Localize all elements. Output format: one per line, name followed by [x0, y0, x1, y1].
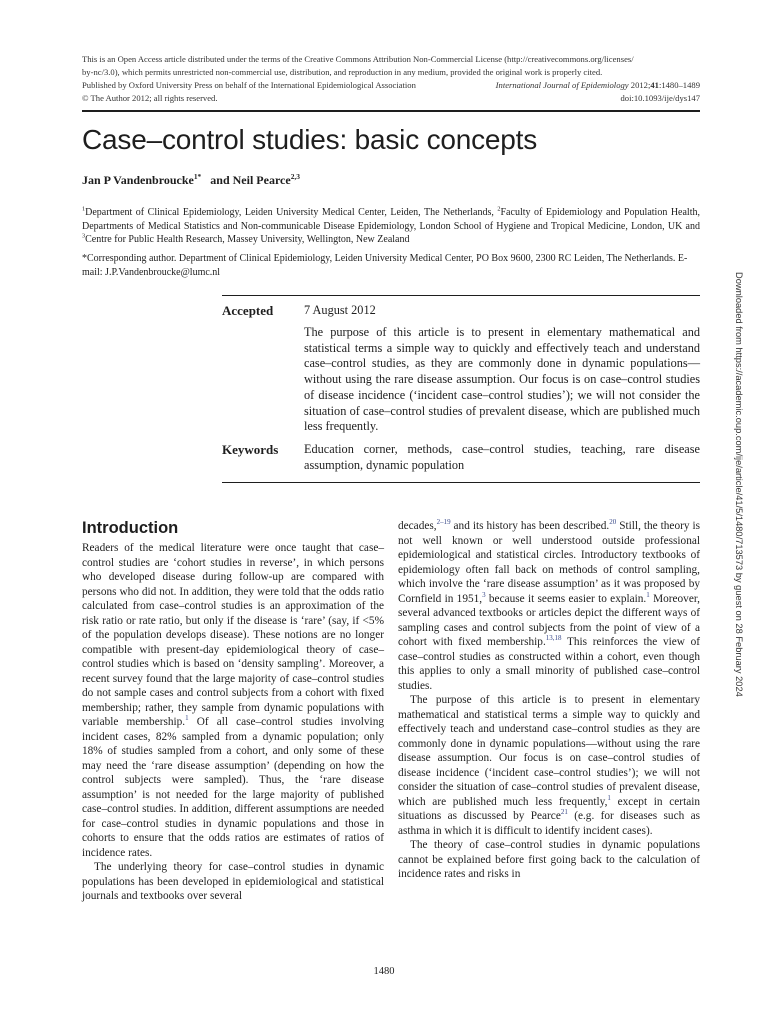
paragraph: [398, 519, 700, 693]
download-note-text[interactable]: Downloaded from https://academic.oup.com/ije/article/41/5/1480/713573 by guest on 28 February 2024: [734, 272, 744, 697]
author-1-marks: 1*: [193, 172, 202, 181]
citation-ref[interactable]: 21: [560, 808, 568, 817]
paragraph-text: because it seems easier to explain.: [485, 592, 647, 605]
abstract-rule-bottom: [222, 482, 700, 483]
author-2-marks: 2,3: [290, 172, 300, 181]
license-block: [82, 53, 700, 105]
correspondence: *Corresponding author. Department of Clinical Epidemiology, Leiden University Medical Center, PO Box 9600, 2300 RC Leiden, The Netherlands. E-mail: J.P.Vandenbroucke@lumc.nl: [82, 253, 688, 278]
article-title: Case–control studies: basic concepts: [82, 124, 538, 155]
affil-1: Department of Clinical Epidemiology, Leiden University Medical Center, Leiden, The Netherlands,: [85, 207, 498, 218]
affil-1-mark: 1: [82, 205, 86, 213]
citation-ref[interactable]: 1: [646, 590, 650, 599]
paragraph: The theory of case–control studies in dynamic populations cannot be explained before first going back to the calculation of incidence rates and risks in: [398, 839, 700, 880]
paragraph: [82, 541, 384, 860]
paragraph-text: Still, the theory is not well known or well understood outside professional epidemiological and statistical circles. Introductory textbooks of epidemiology often fall back on methods of control sampling, which involve the ‘rare disease assumption’ as it was proposed by Cornfield in 1951,: [398, 520, 701, 605]
affil-2-mark: 2: [497, 205, 501, 213]
journal-citation: [496, 79, 700, 92]
author-list: [82, 173, 300, 188]
journal-year: 2012;: [630, 80, 651, 90]
accepted-date: 7 August 2012: [304, 303, 376, 317]
license-line-1: This is an Open Access article distributed under the terms of the Creative Commons Attribution Non-Commercial License (http://creativecommons.org/licenses/: [82, 54, 634, 64]
paragraph-text: (e.g. for diseases such as asthma in which it is difficult to identify incident cases).: [398, 810, 700, 837]
publisher-row: [82, 79, 700, 92]
page-number: 1480: [373, 966, 395, 977]
license-line-2: by-nc/3.0), which permits unrestricted non-commercial use, distribution, and reproduction in any medium, provided the original work is properly cited.: [82, 67, 603, 77]
paragraph: [398, 693, 700, 838]
author-2: Neil Pearce: [232, 173, 291, 187]
affil-3: Centre for Public Health Research, Massey University, Wellington, New Zealand: [85, 234, 410, 245]
section-heading-introduction: Introduction: [82, 519, 179, 537]
paragraph-text: and its history has been described.: [450, 520, 610, 532]
header-rule: [82, 110, 700, 112]
author-conjunction: and: [210, 173, 230, 187]
abstract-text: The purpose of this article is to present in elementary mathematical and statistical terms a simple way to quickly and effectively teach and understand case–control studies, as they are commonly done in dynamic populations—without using the rare disease assumption. Our focus is on case–control studies of disease incidence (‘incident case–control studies’); we will not consider the situation of case–control studies of prevalent disease, which are published much less frequently.: [304, 325, 700, 434]
affiliations: [82, 206, 700, 247]
paragraph-text: except in certain situations as discussed by Pearce: [398, 795, 701, 822]
keywords: Education corner, methods, case–control studies, teaching, rare disease assumption, dynamic population: [304, 442, 700, 472]
copyright: © The Author 2012; all rights reserved.: [82, 93, 218, 103]
journal-pages: :1480–1489: [658, 80, 700, 90]
accepted-label: Accepted: [222, 303, 274, 318]
abstract-rule-top: [222, 295, 700, 296]
citation-ref[interactable]: 20: [609, 518, 617, 527]
download-note: [733, 272, 747, 1022]
journal-name: International Journal of Epidemiology: [495, 80, 629, 90]
body-column-right: [398, 519, 700, 882]
paragraph-text: decades,: [398, 520, 437, 532]
affil-2: Faculty of Epidemiology and Population Health, Departments of Medical Statistics and Non-communicable Disease Epidemiology, London School of Hygiene and Tropical Medicine, London, UK and: [82, 207, 700, 232]
journal-volume: 41: [650, 80, 659, 90]
paragraph-text: Of all case–control studies involving incident cases, 82% sampled from a dynamic population; only 18% of studies sampled from a cohort, and only some of these may need the ‘rare disease assumption’ (depending on how the control subjects were sampled). Thus, the ‘rare disease assumption’ is not needed for the large majority of published case–control studies. In addition, different assumptions are needed for case–control studies in dynamic populations and those in cohorts to ensure that the odds ratios are estimates of ratios of incidence rates.: [82, 716, 384, 859]
keywords-label: Keywords: [222, 442, 279, 457]
author-1: Jan P Vandenbroucke: [82, 173, 194, 187]
paragraph-text: Readers of the medical literature were once taught that case–control studies are ‘cohort studies in reverse’, in which persons who developed disease during follow-up are compared with persons who did not. In addition, they were told that the odds ratio calculated from case–control studies is an approximation of the risk ratio or rate ratio, but only if the disease is ‘rare’ (say, if <5% of the population develops disease). These notions are no longer compatible with present-day epidemiological theory of case–control studies which is based on ‘density sampling’. Moreover, a recent survey found that the large majority of case–control studies do not sample cases and control subjects from a cohort with fixed membership; rather, they sample from dynamic populations with variable membership.: [82, 542, 384, 728]
citation-ref[interactable]: 13,18: [545, 634, 562, 643]
publisher-line: Published by Oxford University Press on behalf of the International Epidemiological Association: [82, 80, 416, 90]
citation-ref[interactable]: 1: [607, 793, 611, 802]
citation-ref[interactable]: 2–19: [436, 518, 451, 527]
affil-3-mark: 3: [82, 232, 86, 240]
paragraph: The underlying theory for case–control studies in dynamic populations has been developed in epidemiological and statistical journals and textbooks over several: [82, 861, 384, 902]
paragraph-text: This reinforces the view of case–control studies as constructed within a cohort, even though this applies to only a small minority of published case–control studies.: [398, 636, 700, 692]
body-column-left: [82, 541, 384, 904]
paragraph-text: The purpose of this article is to present in elementary mathematical and statistical terms a simple way to quickly and effectively teach and understand case–control studies as they are commonly done in dynamic populations—without using the rare disease assumption. Our focus is on case–control studies of disease incidence (‘incident case–control studies’); we will not consider the situation of case–control studies of prevalent disease, which are published much less frequently,: [398, 694, 700, 808]
citation-ref[interactable]: 3: [482, 590, 486, 599]
paragraph-text: Moreover, several advanced textbooks or articles depict the different ways of sampling cases and control subjects from the point of view of a cohort with fixed membership.: [398, 592, 700, 648]
copyright-row: [82, 92, 700, 105]
citation-ref[interactable]: 1: [185, 714, 189, 723]
doi[interactable]: doi:10.1093/ije/dys147: [620, 93, 700, 103]
